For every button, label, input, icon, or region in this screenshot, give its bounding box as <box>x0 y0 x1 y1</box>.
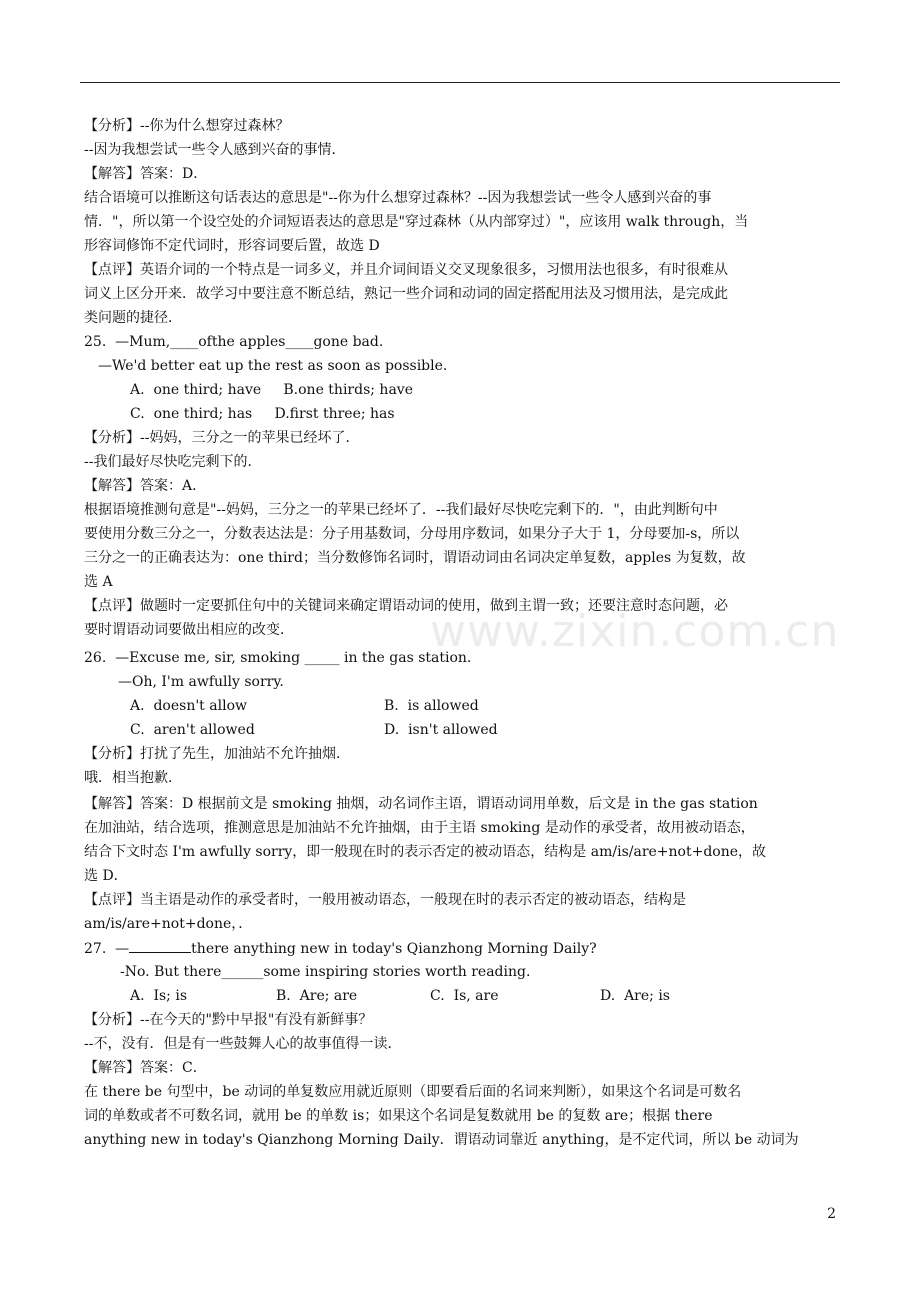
q27-stem: there anything new in today's Qianzhong Morning Daily? <box>191 941 597 957</box>
text-line: 【点评】做题时一定要抓住句中的关键词来确定谓语动词的使用，做到主谓一致；还要注意时态问题，必 <box>84 598 728 614</box>
text-line: 【点评】当主语是动作的承受者时，一般用被动语态，一般现在时的表示否定的被动语态，结构是 <box>84 892 686 908</box>
text-line: 形容词修饰不定代词时，形容词要后置，故选 D <box>84 238 380 254</box>
text-line: --我们最好尽快吃完剩下的． <box>84 454 262 470</box>
option-c: C. aren't allowed <box>130 722 255 738</box>
text-line: 在 there be 句型中，be 动词的单复数应用就近原则（即要看后面的名词来判断），如果这个名词是可数名 <box>84 1084 742 1100</box>
text-line: am/is/are+not+done，． <box>84 916 253 932</box>
question-25: 25. —Mum,____ofthe apples____gone bad. <box>84 334 384 350</box>
header-rule <box>80 82 840 83</box>
text-line: 根据语境推测句意是"--妈妈，三分之一的苹果已经坏了．--我们最好尽快吃完剩下的．"，由此判断句中 <box>84 502 718 518</box>
text-line: 在加油站，结合选项，推测意思是加油站不允许抽烟，由于主语 smoking 是动作的承受者，故用被动语态， <box>84 820 755 836</box>
option-d: D. isn't allowed <box>384 722 498 738</box>
text-line: 【解答】答案：D 根据前文是 smoking 抽烟，动名词作主语，谓语动词用单数，后文是 in the gas station <box>84 796 758 812</box>
text-line: 【分析】打扰了先生，加油站不允许抽烟． <box>84 746 350 762</box>
option-a: A. doesn't allow <box>130 698 247 714</box>
text-line: 【分析】--你为什么想穿过森林？ <box>84 118 290 134</box>
text-line: anything new in today's Qianzhong Morning Daily．谓语动词靠近 anything，是不定代词，所以 be 动词为 <box>84 1132 799 1148</box>
question-26: 26. —Excuse me, sir, smoking _____ in the gas station. <box>84 650 472 666</box>
option-d: D. Are; is <box>600 988 670 1004</box>
text-line: 选 A <box>84 574 113 590</box>
text-line: 要时谓语动词要做出相应的改变． <box>84 622 294 638</box>
text-line: -No. But there______some inspiring stories worth reading. <box>120 964 531 980</box>
page-number: 2 <box>827 1206 836 1222</box>
option-b: B. is allowed <box>384 698 479 714</box>
text-line: 结合下文时态 I'm awfully sorry，即一般现在时的表示否定的被动语态，结构是 am/is/are+not+done，故 <box>84 844 767 860</box>
text-line: 情．"，所以第一个设空处的介词短语表达的意思是"穿过森林（从内部穿过）"，应该用 walk through，当 <box>84 214 749 230</box>
text-line: 【解答】答案：A． <box>84 478 207 494</box>
text-line: 词义上区分开来．故学习中要注意不断总结，熟记一些介词和动词的固定搭配用法及习惯用法，是完成此 <box>84 286 728 302</box>
watermark: www.zixin.com.cn <box>430 606 840 657</box>
text-line: 结合语境可以推断这句话表达的意思是"--你为什么想穿过森林？--因为我想尝试一些令人感到兴奋的事 <box>84 190 712 206</box>
text-line: 【分析】--妈妈，三分之一的苹果已经坏了． <box>84 430 360 446</box>
text-line: 哦．相当抱歉． <box>84 770 182 786</box>
option-a: A. Is; is <box>130 988 188 1004</box>
text-line: 三分之一的正确表达为：one third；当分数修饰名词时，谓语动词由名词决定单复数，apples 为复数，故 <box>84 550 746 566</box>
text-line: 类问题的捷径． <box>84 310 182 326</box>
text-line: 词的单数或者不可数名词，就用 be 的单数 is；如果这个名词是复数就用 be 的复数 are；根据 there <box>84 1108 713 1124</box>
text-line: --因为我想尝试一些令人感到兴奋的事情． <box>84 142 346 158</box>
option-line: A. one third; have B.one thirds; have <box>130 382 413 398</box>
text-line: —We'd better eat up the rest as soon as possible. <box>98 358 448 374</box>
text-line: --不，没有．但是有一些鼓舞人心的故事值得一读． <box>84 1036 402 1052</box>
option-c: C. Is, are <box>430 988 499 1004</box>
text-line: 【点评】英语介词的一个特点是一词多义，并且介词间语义交叉现象很多，习惯用法也很多，有时很难从 <box>84 262 728 278</box>
text-line: 【解答】答案：D． <box>84 166 208 182</box>
option-line: C. one third; has D.first three; has <box>130 406 395 422</box>
text-line: 选 D． <box>84 868 128 884</box>
question-27 <box>84 938 597 959</box>
text-line: —Oh, I'm awfully sorry. <box>118 674 284 690</box>
option-b: B. Are; are <box>276 988 358 1004</box>
text-line: 【分析】--在今天的"黔中早报"有没有新鲜事？ <box>84 1012 373 1028</box>
text-line: 要使用分数三分之一，分数表达法是：分子用基数词，分母用序数词，如果分子大于 1，分母要加-s，所以 <box>84 526 740 542</box>
answer-blank <box>129 938 191 953</box>
q27-prefix: 27. — <box>84 941 130 957</box>
text-line: 【解答】答案：C． <box>84 1060 207 1076</box>
